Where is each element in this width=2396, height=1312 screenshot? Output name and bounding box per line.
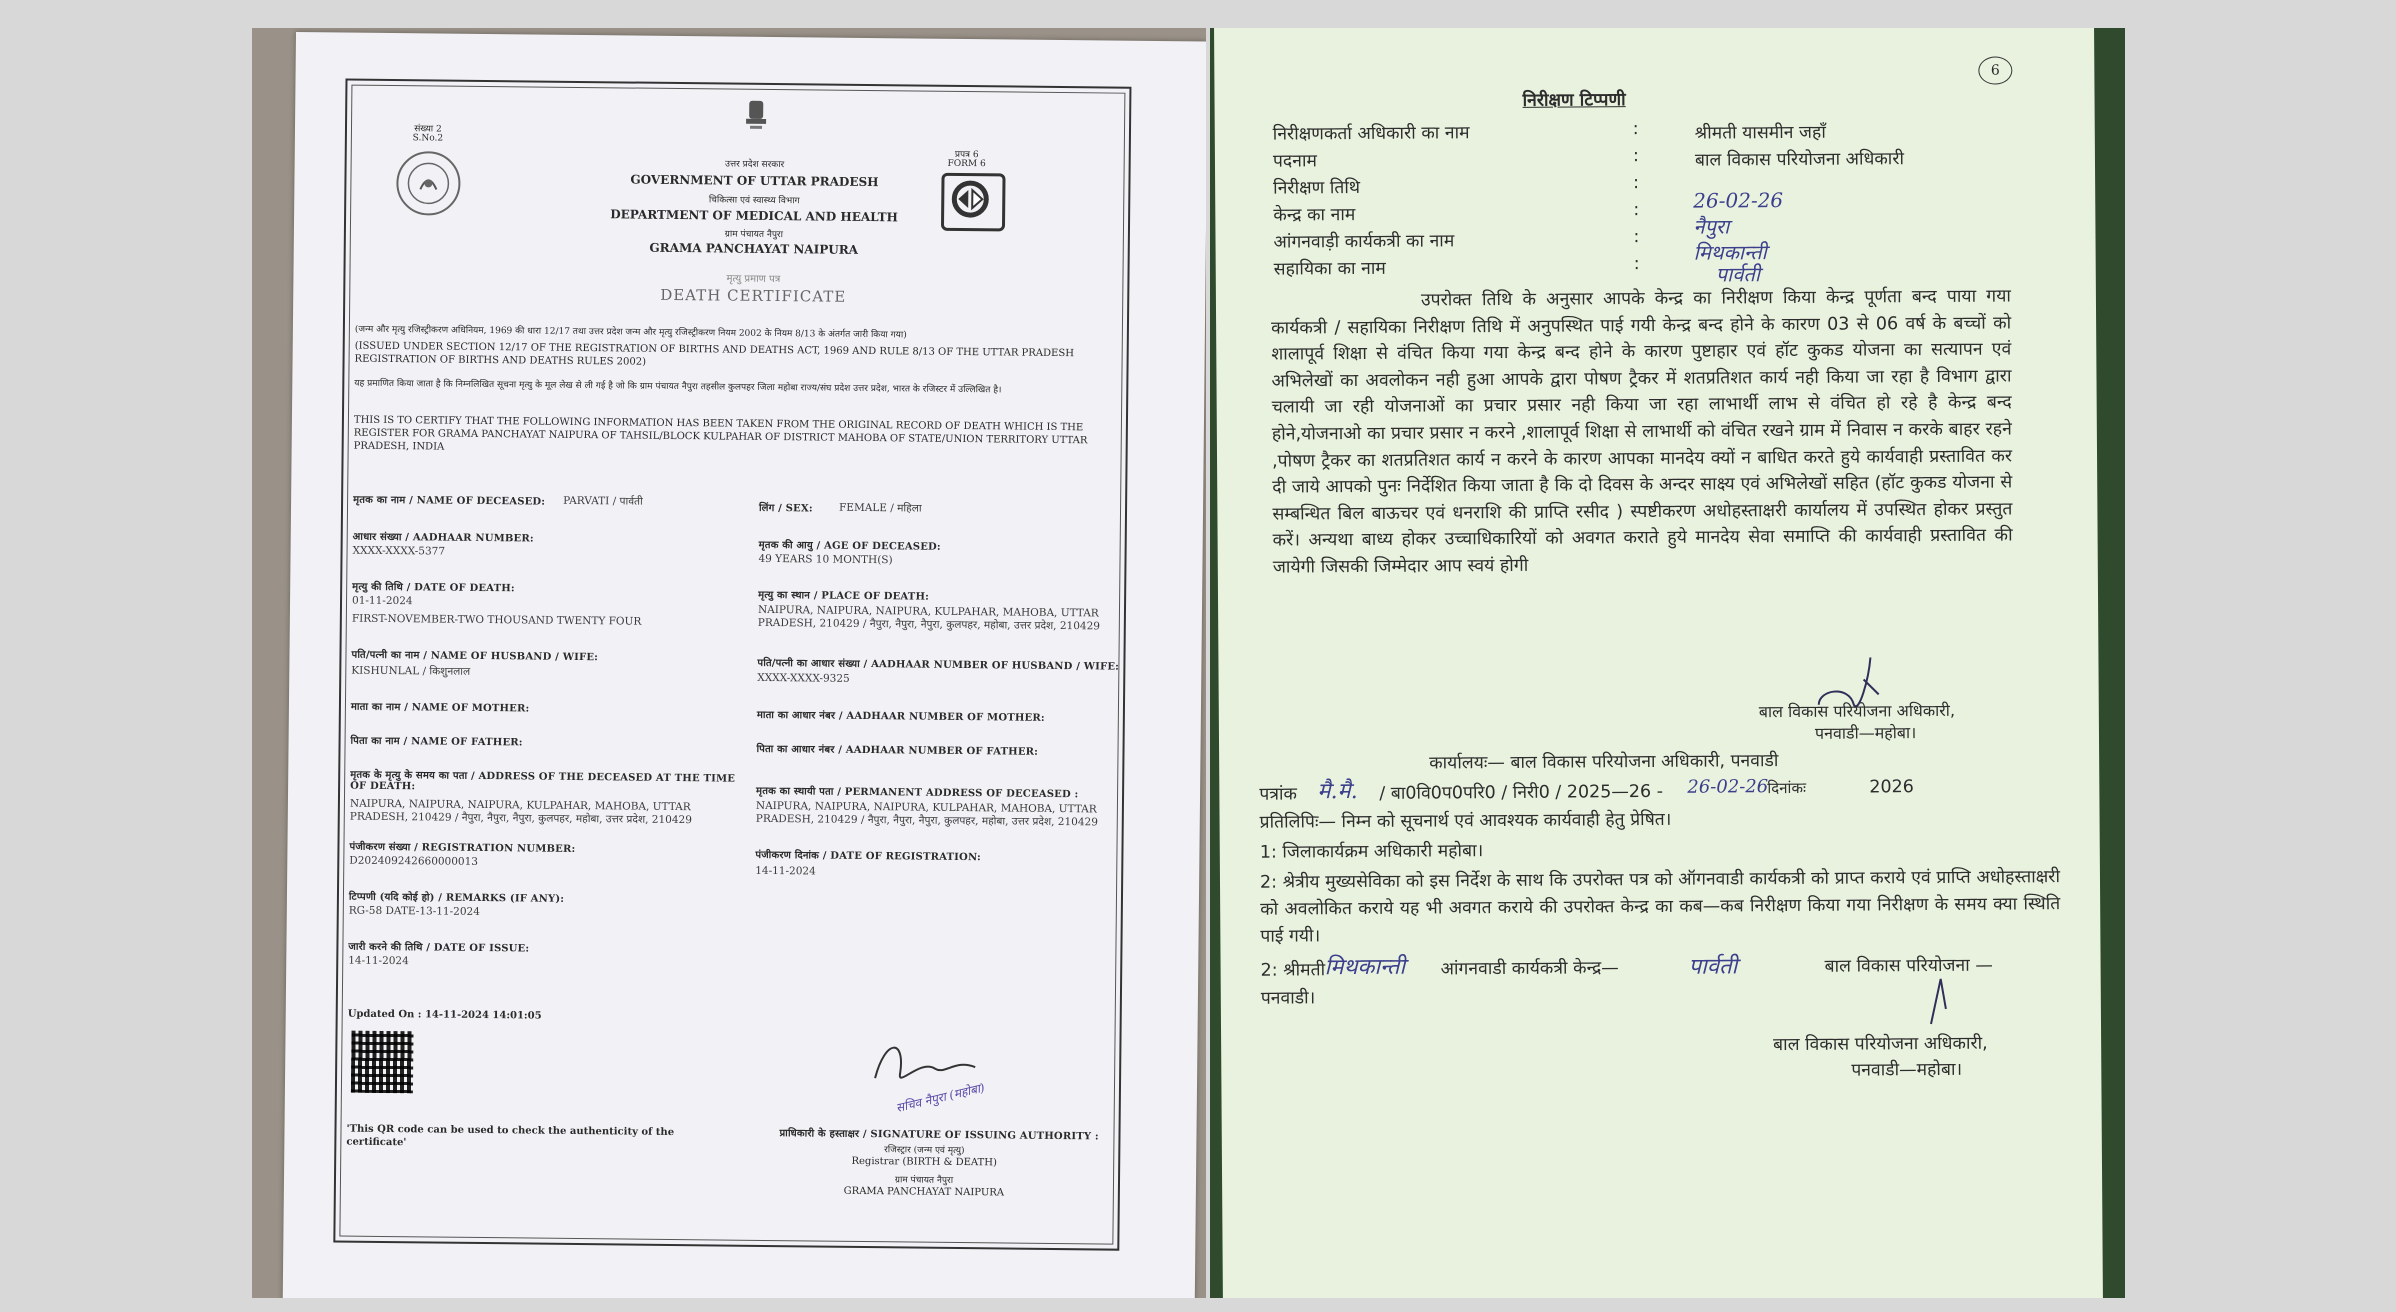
registrar-gp-hi: ग्राम पंचायत नैपुरा xyxy=(894,1175,954,1186)
age-label: मृतक की आयु / AGE OF DECEASED: xyxy=(758,539,941,553)
husband-label: पति/पत्नी का नाम / NAME OF HUSBAND / WIFE: xyxy=(351,649,599,664)
copy-line: प्रतिलिपिः— निम्न को सूचनार्थ एवं आवश्यक कार्यवाही हेतु प्रेषित। xyxy=(1259,809,1672,833)
official-stamp: सचिव नैपुरा (महोबा) xyxy=(894,1080,987,1116)
sno: S.No.2 xyxy=(412,133,444,144)
govt-up-seal xyxy=(396,151,461,216)
pod-value: NAIPURA, NAIPURA, NAIPURA, KULPAHAR, MAHOBA, UTTAR PRADESH, 210429 / नैपुरा, नैपुरा, नैपुरा, कुलपहर, महोबा, उत्तर प्रदेश, 210429 xyxy=(757,603,1101,633)
colon-1: : xyxy=(1632,119,1639,140)
address-label: मृतक के मृत्यु के समय का पता / ADDRESS OF THE DECEASED AT THE TIME OF DEATH: xyxy=(350,769,736,793)
sno-hi: संख्या 2 xyxy=(414,124,442,135)
death-certificate-sheet xyxy=(283,32,1206,1298)
field-value-designation: बाल विकास परियोजना अधिकारी xyxy=(1694,149,1905,171)
regdate-label: पंजीकरण दिनांक / DATE OF REGISTRATION: xyxy=(755,849,981,864)
registrar-hi: रजिस्ट्रार (जन्म एवं मृत्यु) xyxy=(884,1145,965,1157)
aadhaar-label: आधार संख्या / AADHAAR NUMBER: xyxy=(352,531,534,545)
address-value: NAIPURA, NAIPURA, NAIPURA, KULPAHAR, MAHOBA, UTTAR PRADESH, 210429 / नैपुरा, नैपुरा, नैपुरा, कुलपहर, महोबा, उत्तर प्रदेश, 210429 xyxy=(349,797,692,827)
copy-item-3-worker: मिथकान्ती xyxy=(1324,954,1406,981)
patrank-dinank: दिनांकः xyxy=(1767,778,1807,798)
field-value-worker: मिथकान्ती xyxy=(1693,240,1767,265)
form-label: FORM 6 xyxy=(947,158,986,170)
crs-logo-icon xyxy=(941,173,1006,232)
field-label-designation: पदनाम xyxy=(1272,151,1317,172)
father-label: पिता का नाम / NAME OF FATHER: xyxy=(350,735,523,749)
page-number: 6 xyxy=(1978,56,2012,84)
copy-item-3-helper: पार्वती xyxy=(1688,954,1738,980)
field-label-inspector: निरीक्षणकर्ता अधिकारी का नाम xyxy=(1272,123,1470,145)
colon-5: : xyxy=(1633,227,1640,248)
copy-item-2: 2: श्रेत्रीय मुख्यसेविका को इस निर्देश के साथ कि उपरोक्त पत्र को ऑगनवाडी कार्यकत्री को प्राप्त कराये एवं प्राप्ति अधोहस्ताक्षरी को अवलोकित कराये यह भी अवगत कराये की उपरोक्त केन्द्र का कब—कब निरीक्षण किया गया निरीक्षण के समय क्या स्थिति पाई गयी। xyxy=(1259,867,2061,947)
registrar-gp: GRAMA PANCHAYAT NAIPURA xyxy=(843,1185,1005,1199)
issued-under-hi: (जन्म और मृत्यु रजिस्ट्रीकरण अधिनियम, 1969 की धारा 12/17 तथा उत्तर प्रदेश जन्म और मृत्यु रजिस्ट्रीकरण नियम 2002 के नियम 8/13 के अंतर्गत जारी किया गया) xyxy=(354,324,907,341)
dod-words: FIRST-NOVEMBER-TWO THOUSAND TWENTY FOUR xyxy=(351,612,642,628)
field-label-helper: सहायिका का नाम xyxy=(1273,258,1386,280)
death-certificate-photo xyxy=(252,28,1206,1298)
sign1-designation: बाल विकास परियोजना अधिकारी, xyxy=(1758,700,1956,722)
copy-item-3-prefix: 2: श्रीमती xyxy=(1260,960,1326,981)
certify-hi: यह प्रमाणित किया जाता है कि निम्नलिखित सूचना मृत्यु के मूल लेख से ली गई है जो कि ग्राम पंचायत नैपुरा तहसील कुलपहर जिला महोबा राज्य/संघ प्रदेश उत्तर प्रदेश, भारत के रजिस्टर में उल्लिखित है। xyxy=(354,378,1002,396)
registrar: Registrar (BIRTH & DEATH) xyxy=(851,1155,997,1169)
mother-label: माता का नाम / NAME OF MOTHER: xyxy=(350,701,530,715)
pod-label: मृत्यु का स्थान / PLACE OF DEATH: xyxy=(758,589,930,603)
aadhaar-value: XXXX-XXXX-5377 xyxy=(352,544,446,558)
regno-value: D202409242660000013 xyxy=(349,854,479,868)
regno-label: पंजीकरण संख्या / REGISTRATION NUMBER: xyxy=(349,841,576,855)
field-value-inspector: श्रीमती यासमीन जहाँ xyxy=(1694,122,1826,144)
note-title: निरीक्षण टिप्पणी xyxy=(1522,90,1626,111)
gp-title: GRAMA PANCHAYAT NAIPURA xyxy=(649,240,859,257)
officer-signature-2 xyxy=(1911,969,1971,1029)
field-label-worker: आंगनवाड़ी कार्यकत्री का नाम xyxy=(1273,231,1455,253)
inspection-note-sheet xyxy=(1214,28,2103,1298)
field-label-centre: केन्द्र का नाम xyxy=(1273,205,1356,226)
sex-value: FEMALE / महिला xyxy=(838,501,922,515)
qr-code xyxy=(351,1031,414,1094)
copy-item-3-middle: आंगनवाडी कार्यकत्री केन्द्र— xyxy=(1440,958,1619,980)
sign2-designation: बाल विकास परियोजना अधिकारी, xyxy=(1773,1033,1988,1056)
husband-value: KISHUNLAL / किशुनलाल xyxy=(351,664,471,678)
patrank-prefix: पत्रांक xyxy=(1259,784,1298,805)
qr-note: 'This QR code can be used to check the authenticity of the certificate' xyxy=(346,1123,675,1149)
name-label: मृतक का नाम / NAME OF DECEASED: xyxy=(353,494,546,508)
issued-under: (ISSUED UNDER SECTION 12/17 OF THE REGISTRATION OF BIRTHS AND DEATHS ACT, 1969 AND RULE 8/13 OF THE UTTAR PRADESH REGISTRATION OF BIRTHS AND DEATHS RULES 2002) xyxy=(354,340,1075,368)
patrank-handwritten: मै.मै. xyxy=(1317,779,1358,805)
govt-title: GOVERNMENT OF UTTAR PRADESH xyxy=(630,172,879,190)
state-hi: उत्तर प्रदेश सरकार xyxy=(724,159,785,171)
perm-value: NAIPURA, NAIPURA, NAIPURA, KULPAHAR, MAHOBA, UTTAR PRADESH, 210429 / नैपुरा, नैपुरा, नैपुरा, कुलपहर, महोबा, उत्तर प्रदेश, 210429 xyxy=(755,799,1098,829)
patrank-date-handwritten: 26-02-26 xyxy=(1687,776,1769,798)
age-value: 49 YEARS 10 MONTH(S) xyxy=(758,552,893,567)
field-value-centre: नैपुरा xyxy=(1693,214,1730,239)
field-value-helper: पार्वती xyxy=(1715,262,1761,287)
issue-value: 14-11-2024 xyxy=(348,954,409,968)
national-emblem-icon xyxy=(741,97,771,137)
remarks-value: RG-58 DATE-13-11-2024 xyxy=(348,904,480,918)
field-label-date: निरीक्षण तिथि xyxy=(1273,177,1361,199)
patrank-code: / बा0वि0प0परि0 / निरी0 / 2025—26 - xyxy=(1379,781,1664,804)
perm-label: मृतक का स्थायी पता / PERMANENT ADDRESS OF DECEASED : xyxy=(756,785,1079,801)
dod-value: 01-11-2024 xyxy=(351,594,413,608)
inspection-note-photo xyxy=(1210,28,2125,1298)
certificate-title-hi: मृत्यु प्रमाण पत्र xyxy=(726,273,781,286)
field-value-date: 26-02-26 xyxy=(1693,188,1784,213)
colon-3: : xyxy=(1633,173,1640,194)
colon-4: : xyxy=(1633,200,1640,221)
patrank-year: 2026 xyxy=(1869,777,1914,798)
updated-on: Updated On : 14-11-2024 14:01:05 xyxy=(347,1008,542,1022)
remarks-label: टिप्पणी (यदि कोई हो) / REMARKS (IF ANY): xyxy=(348,891,565,905)
form-hi: प्रपत्र 6 xyxy=(954,149,979,161)
copy-item-3-suffix: बाल विकास परियोजना — xyxy=(1824,955,1993,977)
husband-aadhaar-value: XXXX-XXXX-9325 xyxy=(757,671,850,685)
mother-aadhaar-label: माता का आधार नंबर / AADHAAR NUMBER OF MOTHER: xyxy=(756,709,1045,724)
signature-label: प्राधिकारी के हस्ताक्षर / SIGNATURE OF ISSUING AUTHORITY : xyxy=(779,1128,1099,1143)
sex-label: लिंग / SEX: xyxy=(758,502,813,515)
dept-title: DEPARTMENT OF MEDICAL AND HEALTH xyxy=(610,207,898,225)
husband-aadhaar-label: पति/पत्नी का आधार संख्या / AADHAAR NUMBER OF HUSBAND / WIFE: xyxy=(757,657,1120,673)
gp-hi: ग्राम पंचायत नैपुरा xyxy=(724,229,784,241)
note-body: उपरोक्त तिथि के अनुसार आपके केन्द्र का निरीक्षण किया केन्द्र पूर्णता बन्द पाया गया कार्यकत्री / सहायिका निरीक्षण तिथि में अनुपस्थित पाई गयी केन्द्र बन्द होने के कारण 03 से 06 वर्ष के बच्चों को शालापूर्व शिक्षा से वंचित किया गया केन्द्र बन्द होने के कारण पुष्टाहार एवं हॉट कुकड योजना का सत्यापन एवं अभिलेखों का अवलोकन नही हुआ आपके द्वारा पोषण ट्रैकर में शतप्रतिशत कार्य नही किया जा रहा है विभाग द्वारा चलायी जा रही योजनाओं का प्रचार प्रसार नही किया जा रहा लाभार्थी लाभ से वंचित हो रहे है केन्द्र बन्द होने,योजनाओ का प्रचार प्रसार न करने ,शालापूर्व शिक्षा से लाभार्थी को वंचित रखने ग्राम में निवास न करके बाहर रहने ,पोषण ट्रैकर का शतप्रतिशत कार्य न करने के कारण आपका मानदेय क्यों न बाधित करते हुये कार्यवाही प्रस्तावित कर दी जाये आपको पुनः निर्देशित किया जाता है कि दो दिवस के अन्दर साक्ष्य एवं अभिलेखों सहित (हॉट कुकड योजना से सम्बन्धित बिल बाऊचर एवं धनराशि की प्राप्ति रसीद ) स्पष्टीकरण अधोहस्ताक्षरी कार्यालय में उपस्थित होकर प्रस्तुत करें। अन्यथा बाध्य होकर उच्चाधिकारियों को अवगत कराते हुये मानदेय सेवा समाप्ति की कार्यवाही प्रस्तावित की जायेगी जिसकी जिम्मेदार आप स्वयं होगी xyxy=(1271,286,2013,578)
copy-item-1: 1: जिलाकार्यक्रम अधिकारी महोबा। xyxy=(1259,841,1484,863)
copy-item-3-place: पनवाडी। xyxy=(1260,988,1316,1009)
certify-text: THIS IS TO CERTIFY THAT THE FOLLOWING INFORMATION HAS BEEN TAKEN FROM THE ORIGINAL RECORD OF DEATH WHICH IS THE REGISTER FOR GRAMA PANCHAYAT NAIPURA OF TAHSIL/BLOCK KULPAHAR OF DISTRICT MAHOBA OF STATE/UNION TERRITORY UTTAR PRADESH, INDIA xyxy=(353,414,1088,453)
father-aadhaar-label: पिता का आधार नंबर / AADHAAR NUMBER OF FATHER: xyxy=(756,743,1039,758)
dept-hi: चिकित्सा एवं स्वास्थ्य विभाग xyxy=(708,195,800,207)
regdate-value: 14-11-2024 xyxy=(755,864,816,878)
issue-label: जारी करने की तिथि / DATE OF ISSUE: xyxy=(348,941,530,955)
sign1-place: पनवाडी—महोबा। xyxy=(1814,723,1917,743)
certificate-title: DEATH CERTIFICATE xyxy=(660,285,847,306)
colon-2: : xyxy=(1632,146,1639,167)
name-value: PARVATI / पार्वती xyxy=(563,494,643,508)
sign2-place: पनवाडी—महोबा। xyxy=(1851,1059,1963,1081)
colon-6: : xyxy=(1633,254,1640,275)
office-line: कार्यालयः— बाल विकास परियोजना अधिकारी, पनवाडी xyxy=(1429,751,1779,774)
dod-label: मृत्यु की तिथि / DATE OF DEATH: xyxy=(352,581,515,595)
